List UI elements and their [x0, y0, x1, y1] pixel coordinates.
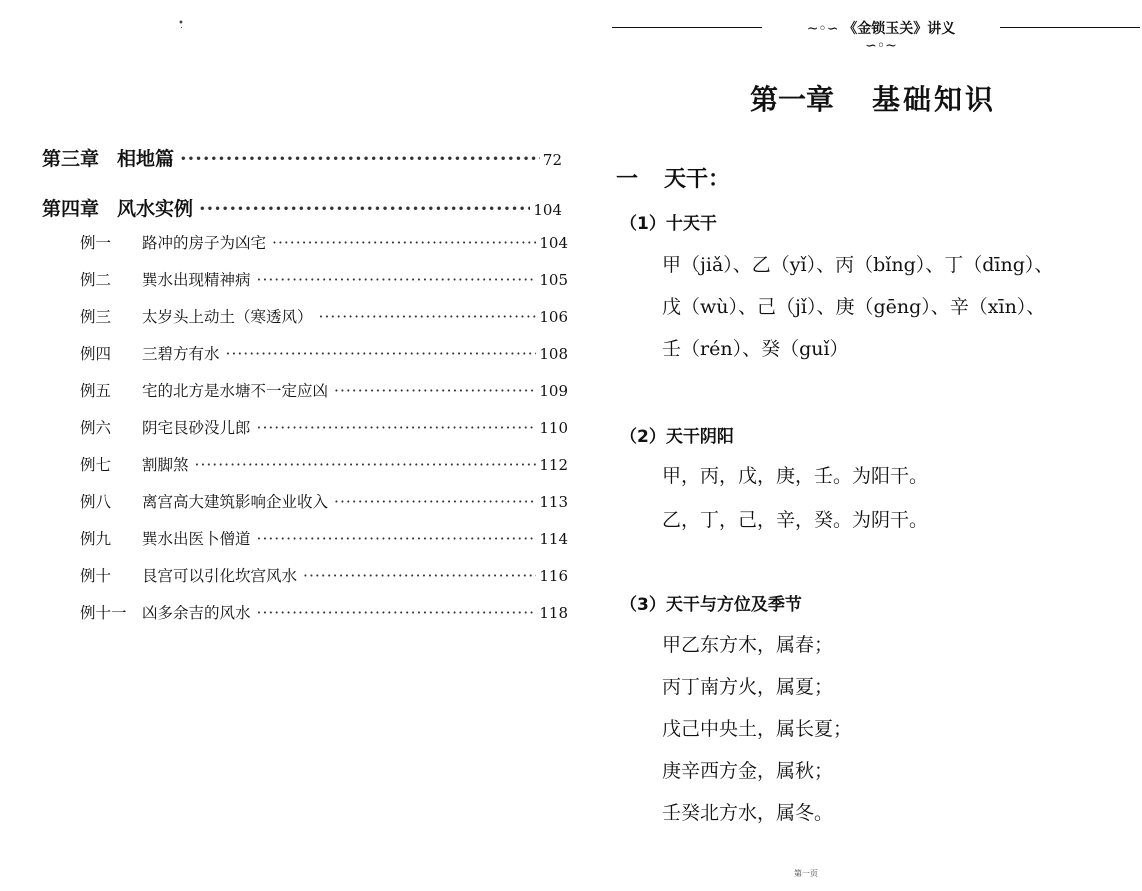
toc-example-label: 例十 — [80, 567, 112, 585]
body-line: 丙丁南方火，属夏； — [662, 676, 834, 698]
toc-example-label: 例八 — [80, 493, 112, 511]
toc-page-number: 104 — [533, 201, 562, 219]
scan-speck: •̣ — [178, 18, 184, 29]
subsection-heading-3: （3）天干与方位及季节 — [620, 595, 802, 615]
toc-page-number: 72 — [542, 151, 562, 169]
body-line: 甲，丙，戊，庚，壬。为阳干。 — [662, 465, 929, 487]
header-rule-left — [612, 27, 762, 28]
toc-chapter-4[interactable] — [42, 194, 562, 221]
toc-example-label: 例六 — [80, 419, 112, 437]
toc-example-title: 三碧方有水 — [142, 345, 220, 363]
header-swirl-left-icon: ~◦∽ — [806, 21, 839, 37]
toc-page-number: 110 — [539, 419, 568, 437]
toc-chapter-3[interactable] — [42, 144, 562, 171]
toc-page-number: 113 — [539, 493, 568, 511]
toc-leader-dots — [199, 198, 530, 220]
toc-chapter-title: 风水实例 — [117, 198, 194, 220]
header-title-block — [792, 18, 970, 54]
toc-example-6[interactable] — [80, 416, 568, 438]
toc-leader-dots — [272, 234, 536, 252]
toc-example-title: 阴宅艮砂没儿郎 — [142, 419, 251, 437]
body-line: 庚辛西方金，属秋； — [662, 760, 834, 782]
toc-example-8[interactable] — [80, 490, 568, 512]
toc-example-3[interactable] — [80, 305, 568, 327]
chapter-number: 第一章 — [750, 83, 835, 116]
header-title: 《金锁玉关》讲义 — [843, 21, 956, 37]
toc-leader-dots — [303, 567, 536, 585]
toc-example-label: 例四 — [80, 345, 112, 363]
toc-page-number: 112 — [539, 456, 568, 474]
toc-page-number: 114 — [539, 530, 568, 548]
toc-example-label: 例七 — [80, 456, 112, 474]
body-line: 壬（rén）、癸（guǐ） — [662, 338, 849, 360]
toc-example-1[interactable] — [80, 231, 568, 253]
toc-leader-dots — [257, 530, 537, 548]
subsection-heading-2: （2）天干阴阳 — [620, 427, 734, 447]
subsection-heading-1: （1）十天干 — [620, 214, 717, 234]
toc-page-number: 104 — [539, 234, 568, 252]
section-number: 一 — [616, 167, 639, 192]
toc-example-9[interactable] — [80, 527, 568, 549]
header-swirl-right-icon: ∽◦~ — [865, 38, 897, 54]
toc-leader-dots — [257, 419, 537, 437]
toc-chapter-label: 第四章 — [42, 198, 100, 220]
toc-leader-dots — [195, 456, 537, 474]
page-footer: 第一页 — [794, 869, 818, 878]
toc-example-2[interactable] — [80, 268, 568, 290]
toc-example-4[interactable] — [80, 342, 568, 364]
body-line: 甲乙东方木，属春； — [662, 634, 834, 656]
toc-example-title: 凶多余吉的风水 — [142, 604, 251, 622]
chapter-name: 基础知识 — [872, 83, 997, 116]
toc-leader-dots — [257, 271, 537, 289]
toc-example-11[interactable] — [80, 601, 568, 623]
toc-page-number: 116 — [539, 567, 568, 585]
toc-example-label: 例一 — [80, 234, 112, 252]
section-name: 天干： — [664, 167, 731, 192]
toc-example-label: 例二 — [80, 271, 112, 289]
toc-page-number: 109 — [539, 382, 568, 400]
toc-example-label: 例三 — [80, 308, 112, 326]
toc-leader-dots — [319, 308, 537, 326]
toc-example-10[interactable] — [80, 564, 568, 586]
toc-example-title: 艮宫可以引化坎宫风水 — [142, 567, 298, 585]
toc-leader-dots — [180, 148, 540, 170]
right-page — [600, 0, 1142, 891]
toc-example-title: 割脚煞 — [142, 456, 189, 474]
toc-example-title: 离宫高大建筑影响企业收入 — [142, 493, 329, 511]
toc-page-number: 108 — [539, 345, 568, 363]
running-header — [612, 18, 1140, 54]
toc-example-label: 例十一 — [80, 604, 127, 622]
body-line: 戊己中央土，属长夏； — [662, 718, 853, 740]
toc-page-number: 118 — [539, 604, 568, 622]
toc-example-7[interactable] — [80, 453, 568, 475]
toc-example-title: 太岁头上动土（寒透风） — [142, 308, 313, 326]
toc-page-number: 105 — [539, 271, 568, 289]
header-rule-right — [1000, 27, 1140, 28]
toc-example-title: 路冲的房子为凶宅 — [142, 234, 267, 252]
toc-leader-dots — [226, 345, 537, 363]
toc-example-title: 巽水出现精神病 — [142, 271, 251, 289]
toc-example-title: 宅的北方是水塘不一定应凶 — [142, 382, 329, 400]
body-line: 壬癸北方水，属冬。 — [662, 802, 834, 824]
body-line: 戊（wù）、己（jǐ）、庚（gēng）、辛（xīn）、 — [662, 296, 1046, 318]
toc-example-label: 例九 — [80, 530, 112, 548]
chapter-title — [750, 78, 996, 118]
section-title — [616, 162, 730, 193]
toc-chapter-label: 第三章 — [42, 148, 100, 170]
toc-example-label: 例五 — [80, 382, 112, 400]
toc-leader-dots — [257, 604, 537, 622]
body-line: 乙，丁，己，辛，癸。为阴干。 — [662, 509, 929, 531]
toc-leader-dots — [334, 493, 536, 511]
toc-leader-dots — [334, 382, 536, 400]
toc-example-title: 巽水出医卜僧道 — [142, 530, 251, 548]
body-line: 甲（jiǎ）、乙（yǐ）、丙（bǐng）、丁（dīng）、 — [662, 254, 1054, 276]
toc-example-5[interactable] — [80, 379, 568, 401]
toc-page-number: 106 — [539, 308, 568, 326]
toc-chapter-title: 相地篇 — [117, 148, 175, 170]
